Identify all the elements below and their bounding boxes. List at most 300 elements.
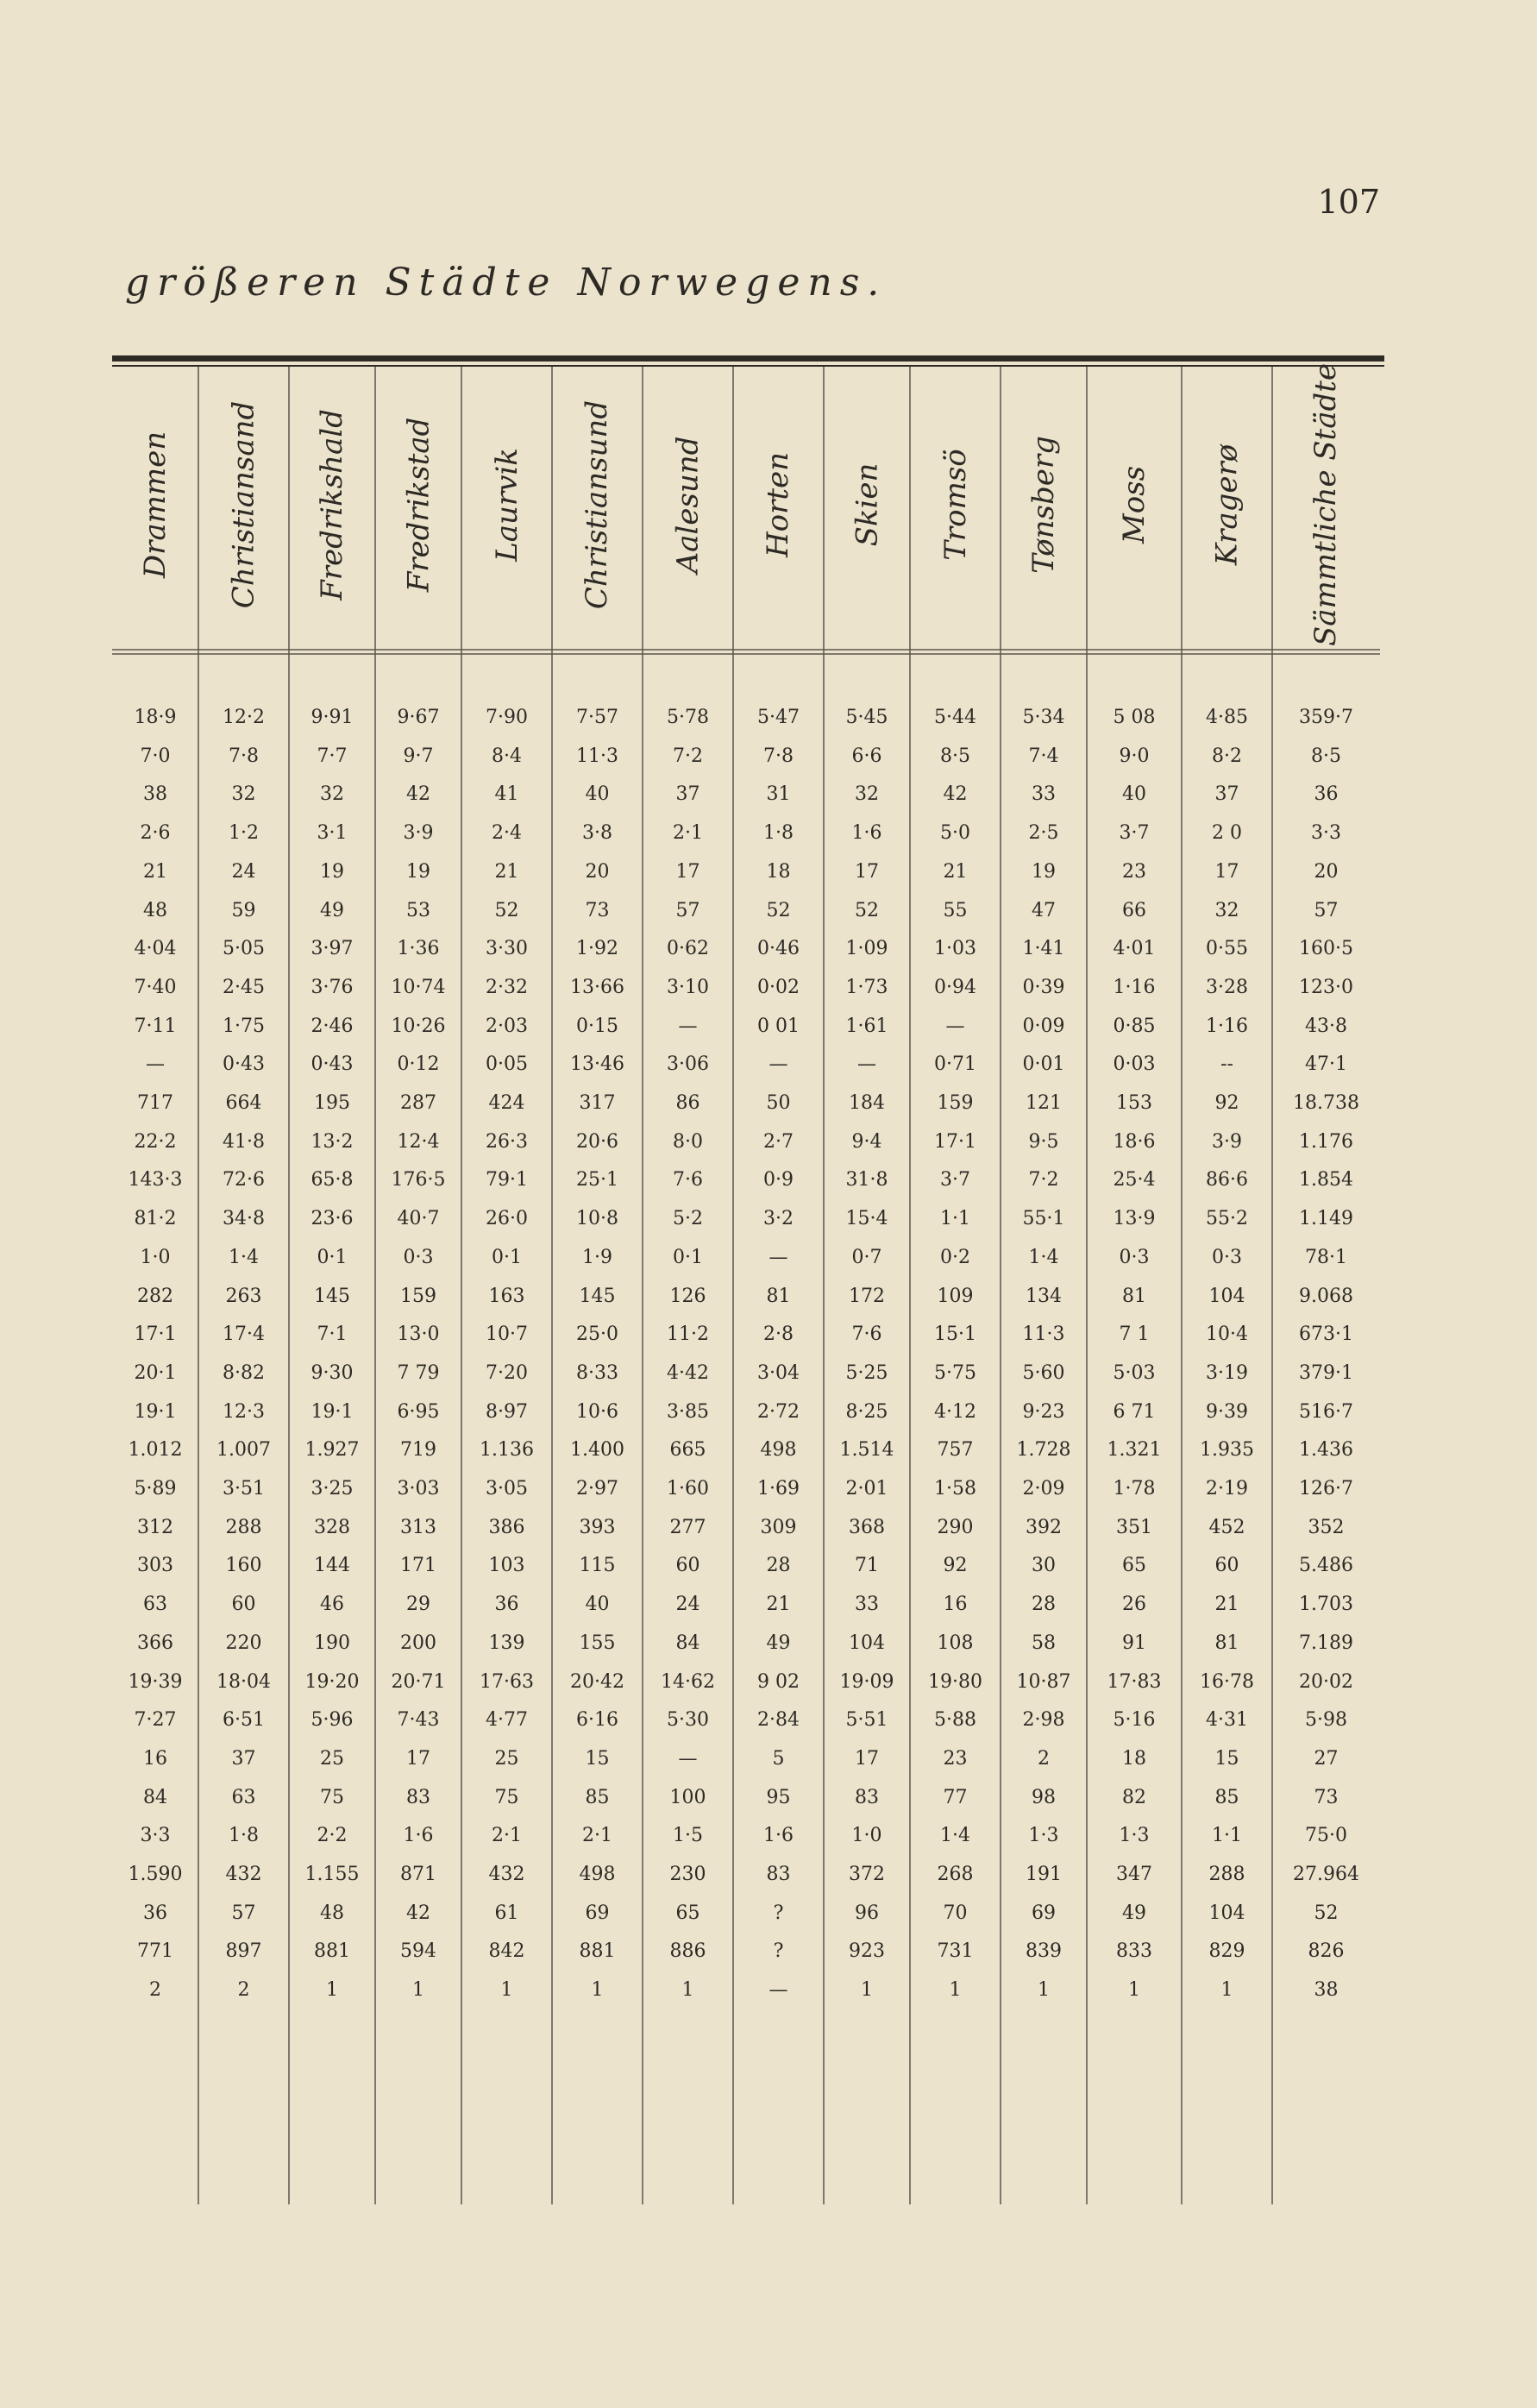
table-cell: 15·1: [934, 1323, 976, 1346]
table-cell: 0·46: [757, 938, 800, 960]
table-cell: 18: [1122, 1747, 1146, 1770]
table-cell: —: [768, 1246, 788, 1268]
table-cell: 3·51: [223, 1478, 265, 1499]
table-row: [112, 1085, 1380, 1122]
table-cell: 43·8: [1305, 1015, 1347, 1037]
table-cell: 9·91: [311, 707, 354, 728]
table-cell: 3·1: [317, 822, 348, 845]
table-cell: 7·4: [1028, 745, 1059, 767]
table-row: [112, 1701, 1380, 1739]
table-cell: 25: [320, 1747, 344, 1770]
table-cell: 1·2: [229, 822, 259, 845]
table-cell: 923: [849, 1940, 885, 1963]
table-cell: 32: [320, 783, 344, 806]
table-row: [112, 1586, 1380, 1624]
table-cell: 5: [772, 1747, 785, 1770]
table-cell: 8·33: [576, 1361, 618, 1384]
table-cell: 2·01: [845, 1478, 888, 1499]
table-cell: 7·2: [673, 745, 703, 767]
table-cell: 11·2: [667, 1323, 709, 1346]
table-cell: 17: [1214, 860, 1239, 883]
table-cell: 2·1: [582, 1825, 612, 1847]
table-cell: 7 1: [1119, 1323, 1150, 1346]
table-cell: 25·4: [1113, 1169, 1156, 1191]
table-cell: 1: [591, 1979, 604, 2002]
table-row: [112, 1316, 1380, 1354]
table-cell: 63: [143, 1594, 167, 1616]
table-cell: 842: [488, 1940, 525, 1963]
table-cell: —: [678, 1015, 698, 1037]
table-cell: 160: [225, 1555, 262, 1577]
table-cell: 48: [143, 899, 167, 921]
table-cell: 15: [1214, 1747, 1239, 1770]
table-cell: —: [146, 1053, 165, 1076]
table-cell: 0·55: [1206, 938, 1248, 960]
table-cell: 2·1: [673, 822, 703, 845]
table-cell: 1·16: [1113, 976, 1156, 998]
table-cell: 41: [494, 783, 519, 806]
column-header-label: Christiansand: [226, 400, 261, 609]
table-cell: 303: [137, 1555, 173, 1577]
table-cell: 0·1: [317, 1246, 348, 1268]
top-rule-thick: [112, 355, 1384, 362]
table-cell: 126·7: [1299, 1478, 1353, 1499]
table-row: [112, 1123, 1380, 1161]
table-cell: 60: [231, 1594, 256, 1616]
table-cell: 17: [675, 860, 700, 883]
table-cell: 2·19: [1206, 1478, 1248, 1499]
table-cell: 717: [137, 1092, 173, 1114]
table-row: [112, 1856, 1380, 1894]
table-cell: 1·92: [576, 938, 618, 960]
table-cell: 171: [400, 1555, 436, 1577]
table-cell: 73: [585, 899, 610, 921]
table-cell: 40: [1122, 783, 1146, 806]
table-cell: 85: [585, 1786, 610, 1808]
table-cell: 9.068: [1299, 1285, 1353, 1307]
table-cell: 17: [855, 860, 879, 883]
table-cell: 30: [1032, 1555, 1056, 1577]
table-cell: 498: [760, 1439, 797, 1462]
table-cell: 3·2: [763, 1208, 794, 1230]
table-cell: 77: [943, 1786, 968, 1808]
table-cell: 145: [314, 1285, 350, 1307]
table-cell: 8·25: [845, 1400, 888, 1423]
table-cell: 424: [488, 1092, 525, 1114]
table-cell: 2·6: [140, 822, 171, 845]
table-cell: 38: [143, 783, 167, 806]
table-cell: 0·01: [1022, 1053, 1065, 1076]
table-cell: 2·98: [1022, 1709, 1065, 1732]
table-cell: 143·3: [128, 1169, 183, 1191]
table-cell: 2·2: [317, 1825, 348, 1847]
table-cell: 10·7: [486, 1323, 528, 1346]
column-header-label: Horten: [761, 451, 796, 558]
table-cell: 10·6: [576, 1400, 618, 1423]
table-cell: 91: [1122, 1632, 1146, 1654]
table-cell: 665: [669, 1439, 706, 1462]
column-header: [461, 367, 552, 643]
table-cell: 1.728: [1016, 1439, 1071, 1462]
table-cell: 0·3: [403, 1246, 434, 1268]
table-cell: 83: [855, 1786, 879, 1808]
table-cell: 81: [766, 1285, 791, 1307]
table-cell: 60: [1214, 1555, 1239, 1577]
table-cell: 184: [849, 1092, 885, 1114]
table-cell: 33: [855, 1594, 879, 1616]
table-cell: 1·4: [229, 1246, 259, 1268]
table-row: [112, 1278, 1380, 1316]
table-cell: 1·8: [763, 822, 794, 845]
table-cell: 498: [579, 1864, 616, 1885]
table-cell: 10·8: [576, 1208, 618, 1230]
table-cell: 1·36: [397, 938, 440, 960]
table-cell: 20·71: [391, 1670, 446, 1693]
table-cell: 6·6: [851, 745, 882, 767]
table-cell: 5·96: [311, 1709, 354, 1732]
table-cell: —: [678, 1747, 698, 1770]
table-cell: 1.400: [570, 1439, 624, 1462]
table-cell: ?: [773, 1940, 784, 1963]
table-cell: 881: [314, 1940, 350, 1963]
table-cell: 0·43: [223, 1053, 265, 1076]
table-cell: 1.012: [128, 1439, 183, 1462]
table-cell: 40: [585, 1594, 610, 1616]
table-cell: 1.155: [304, 1864, 360, 1885]
table-cell: 86·6: [1206, 1169, 1248, 1191]
table-row: [112, 1625, 1380, 1663]
table-cell: 351: [1116, 1516, 1152, 1538]
table-cell: 1: [681, 1979, 694, 2002]
table-cell: 230: [669, 1864, 706, 1885]
table-cell: 163: [488, 1285, 525, 1307]
table-cell: 32: [855, 783, 879, 806]
table-cell: 1·73: [845, 976, 888, 998]
table-cell: 27.964: [1293, 1864, 1359, 1885]
table-cell: 5·0: [940, 822, 970, 845]
table-cell: 277: [669, 1516, 706, 1538]
table-cell: 40: [585, 783, 610, 806]
table-cell: 21: [1214, 1594, 1239, 1616]
table-cell: 19·39: [128, 1670, 183, 1693]
column-header: [1001, 367, 1087, 643]
table-cell: 8·5: [1311, 745, 1341, 767]
table-cell: —: [768, 1053, 788, 1076]
table-cell: 19·1: [311, 1400, 354, 1423]
table-cell: 9·30: [311, 1361, 354, 1384]
table-cell: 3·3: [140, 1825, 171, 1847]
table-cell: 13·66: [570, 976, 624, 998]
table-cell: 40·7: [397, 1208, 440, 1230]
table-cell: 23: [943, 1747, 968, 1770]
table-cell: 9·39: [1206, 1400, 1248, 1423]
table-cell: 159: [937, 1092, 974, 1114]
table-cell: 5.486: [1299, 1555, 1353, 1577]
column-header: [1182, 367, 1272, 643]
table-cell: 1.514: [839, 1439, 894, 1462]
table-cell: ?: [773, 1902, 784, 1924]
table-cell: 7·8: [229, 745, 259, 767]
table-row: [112, 1547, 1380, 1585]
table-cell: 52: [766, 899, 791, 921]
column-header: [1087, 367, 1182, 643]
table-cell: 366: [137, 1632, 173, 1654]
table-cell: 826: [1308, 1940, 1345, 1963]
table-cell: 19·1: [134, 1400, 177, 1423]
table-cell: 36: [1314, 783, 1339, 806]
column-header-label: Moss: [1117, 465, 1151, 544]
table-cell: 757: [937, 1439, 974, 1462]
column-header-label: Christiansund: [580, 399, 615, 610]
table-cell: 18·04: [216, 1670, 271, 1693]
table-cell: 36: [494, 1594, 519, 1616]
column-header: [1272, 362, 1380, 647]
table-cell: 9·5: [1028, 1130, 1059, 1153]
table-cell: 75: [320, 1786, 344, 1808]
table-cell: 317: [579, 1092, 616, 1114]
table-cell: 61: [494, 1902, 519, 1924]
table-cell: 3·05: [486, 1478, 528, 1499]
table-cell: 2·32: [486, 976, 528, 998]
table-cell: 1: [1128, 1979, 1140, 2002]
table-cell: 195: [314, 1092, 350, 1114]
table-cell: 28: [1032, 1594, 1056, 1616]
table-cell: 1·1: [940, 1208, 970, 1230]
table-cell: 200: [400, 1632, 436, 1654]
table-cell: 516·7: [1299, 1400, 1353, 1423]
table-cell: 22·2: [134, 1130, 177, 1153]
table-cell: 2·09: [1022, 1478, 1065, 1499]
table-cell: 4·04: [134, 938, 177, 960]
column-header-label: Kragerø: [1209, 443, 1245, 566]
table-cell: 155: [579, 1632, 616, 1654]
table-cell: 25·0: [576, 1323, 618, 1346]
table-cell: 18·6: [1113, 1130, 1156, 1153]
table-cell: 20·1: [134, 1361, 177, 1384]
table-row: [112, 1663, 1380, 1701]
table-row: [112, 853, 1380, 891]
table-row: [112, 1817, 1380, 1855]
table-cell: 0·15: [576, 1015, 618, 1037]
table-cell: 8·4: [492, 745, 522, 767]
table-cell: 24: [675, 1594, 700, 1616]
table-cell: 0·7: [851, 1246, 882, 1268]
table-cell: 13·2: [311, 1130, 354, 1153]
table-cell: 5·88: [934, 1709, 976, 1732]
table-cell: 13·0: [397, 1323, 440, 1346]
column-header: [643, 367, 733, 643]
table-cell: 7·0: [140, 745, 171, 767]
table-cell: 3·85: [667, 1400, 709, 1423]
table-cell: 55·2: [1206, 1208, 1248, 1230]
table-cell: 3·76: [311, 976, 354, 998]
table-cell: —: [768, 1979, 788, 2002]
table-cell: 731: [937, 1940, 974, 1963]
table-row: [112, 699, 1380, 737]
table-cell: 1.007: [216, 1439, 271, 1462]
column-header: [375, 367, 461, 643]
table-cell: 1·8: [229, 1825, 259, 1847]
table-cell: 2·8: [763, 1323, 794, 1346]
table-cell: 21: [143, 860, 167, 883]
table-cell: 7·27: [134, 1709, 177, 1732]
table-cell: 771: [137, 1940, 173, 1963]
table-cell: 8·97: [486, 1400, 528, 1423]
table-cell: 17: [406, 1747, 430, 1770]
table-cell: 1·58: [934, 1478, 976, 1499]
table-cell: 50: [766, 1092, 791, 1114]
table-cell: 3·97: [311, 938, 354, 960]
table-cell: 5·03: [1113, 1361, 1156, 1384]
table-cell: 23: [1122, 860, 1146, 883]
table-cell: 288: [225, 1516, 262, 1538]
table-cell: 288: [1208, 1864, 1245, 1885]
table-cell: 3·9: [1212, 1130, 1242, 1153]
table-cell: 4·85: [1206, 707, 1248, 728]
table-cell: 12·3: [223, 1400, 265, 1423]
table-cell: 6·16: [576, 1709, 618, 1732]
table-cell: 115: [579, 1555, 616, 1577]
table-cell: 0·05: [486, 1053, 528, 1076]
table-cell: 432: [488, 1864, 525, 1885]
table-cell: 1·6: [851, 822, 882, 845]
table-cell: 27: [1314, 1747, 1339, 1770]
table-cell: 1.176: [1299, 1130, 1353, 1153]
table-cell: 1.136: [480, 1439, 534, 1462]
table-cell: 1.927: [304, 1439, 360, 1462]
table-cell: 28: [766, 1555, 791, 1577]
table-cell: 1: [1220, 1979, 1233, 2002]
page-title: größeren Städte Norwegens.: [125, 261, 888, 305]
table-cell: 121: [1026, 1092, 1062, 1114]
column-header-label: Skien: [849, 462, 884, 547]
table-cell: 145: [579, 1285, 616, 1307]
table-cell: 2·7: [763, 1130, 794, 1153]
column-header-label: Aalesund: [670, 436, 706, 574]
column-header: [289, 367, 375, 643]
table-cell: 7·43: [397, 1709, 440, 1732]
table-cell: —: [857, 1053, 876, 1076]
table-cell: 34·8: [223, 1208, 265, 1230]
table-cell: 0·1: [673, 1246, 703, 1268]
table-cell: 1.436: [1299, 1439, 1353, 1462]
table-cell: 14·62: [661, 1670, 715, 1693]
table-cell: 52: [855, 899, 879, 921]
table-cell: 7·7: [317, 745, 348, 767]
table-cell: 5·45: [845, 707, 888, 728]
table-row: [112, 1008, 1380, 1046]
table-cell: 673·1: [1299, 1323, 1353, 1346]
table-cell: 9·23: [1022, 1400, 1065, 1423]
table-cell: 1: [949, 1979, 962, 2002]
table-cell: 3·28: [1206, 976, 1248, 998]
table-cell: 83: [766, 1864, 791, 1885]
table-cell: 42: [406, 783, 430, 806]
table-cell: 55·1: [1022, 1208, 1065, 1230]
table-cell: 153: [1116, 1092, 1152, 1114]
table-cell: 328: [314, 1516, 350, 1538]
table-cell: 144: [314, 1555, 350, 1577]
table-cell: 1·5: [673, 1825, 703, 1847]
table-row: [112, 1971, 1380, 2009]
table-cell: 3·7: [940, 1169, 970, 1191]
table-cell: 9·7: [403, 745, 434, 767]
table-cell: 1.590: [128, 1864, 183, 1885]
table-cell: 0·03: [1113, 1053, 1156, 1076]
table-cell: 16·78: [1200, 1670, 1254, 1693]
table-cell: 81: [1214, 1632, 1239, 1654]
table-cell: 29: [406, 1594, 430, 1616]
table-row: [112, 776, 1380, 814]
table-cell: 9 02: [757, 1670, 800, 1693]
table-cell: 7·20: [486, 1361, 528, 1384]
table-cell: 5 08: [1113, 707, 1156, 728]
table-cell: 190: [314, 1632, 350, 1654]
table-cell: 19·09: [839, 1670, 894, 1693]
column-header: [198, 367, 289, 643]
table-cell: 5·60: [1022, 1361, 1065, 1384]
table-cell: --: [1220, 1053, 1233, 1076]
table-cell: 1·6: [403, 1825, 434, 1847]
table-cell: 0·02: [757, 976, 800, 998]
table-cell: 5·78: [667, 707, 709, 728]
table-cell: 31·8: [845, 1169, 888, 1191]
table-cell: 103: [488, 1555, 525, 1577]
table-cell: 2·5: [1028, 822, 1059, 845]
table-cell: 7·57: [576, 707, 618, 728]
table-cell: 9·67: [397, 707, 440, 728]
table-cell: 1: [1038, 1979, 1050, 2002]
table-cell: 719: [400, 1439, 436, 1462]
table-cell: 0·1: [492, 1246, 522, 1268]
table-cell: 1·4: [1028, 1246, 1059, 1268]
table-cell: 1·3: [1028, 1825, 1059, 1847]
table-cell: 0·12: [397, 1053, 440, 1076]
table-cell: 37: [231, 1747, 256, 1770]
table-cell: 53: [406, 899, 430, 921]
table-cell: 49: [320, 899, 344, 921]
table-row: [112, 1509, 1380, 1547]
table-cell: 104: [1208, 1285, 1245, 1307]
table-cell: 79·1: [486, 1169, 528, 1191]
table-cell: 100: [669, 1786, 706, 1808]
table-cell: 7·2: [1028, 1169, 1059, 1191]
table-cell: 897: [225, 1940, 262, 1963]
table-cell: 2·72: [757, 1400, 800, 1423]
table-cell: 5·89: [134, 1478, 177, 1499]
table-cell: 313: [400, 1516, 436, 1538]
table-cell: 7.189: [1299, 1632, 1353, 1654]
column-header-label: Tromsö: [938, 449, 973, 561]
table-cell: 96: [855, 1902, 879, 1924]
table-cell: 3·9: [403, 822, 434, 845]
table-cell: 82: [1122, 1786, 1146, 1808]
table-cell: 66: [1122, 899, 1146, 921]
table-cell: 833: [1116, 1940, 1152, 1963]
table-cell: 38: [1314, 1979, 1339, 2002]
table-cell: 1.854: [1299, 1169, 1353, 1191]
table-cell: 18: [766, 860, 791, 883]
table-cell: 69: [1032, 1902, 1056, 1924]
table-cell: 7·6: [673, 1169, 703, 1191]
table-cell: 37: [1214, 783, 1239, 806]
table-cell: 85: [1214, 1786, 1239, 1808]
table-cell: 159: [400, 1285, 436, 1307]
table-cell: 290: [937, 1516, 974, 1538]
table-cell: 139: [488, 1632, 525, 1654]
table-cell: 21: [943, 860, 968, 883]
column-header: [112, 367, 198, 643]
